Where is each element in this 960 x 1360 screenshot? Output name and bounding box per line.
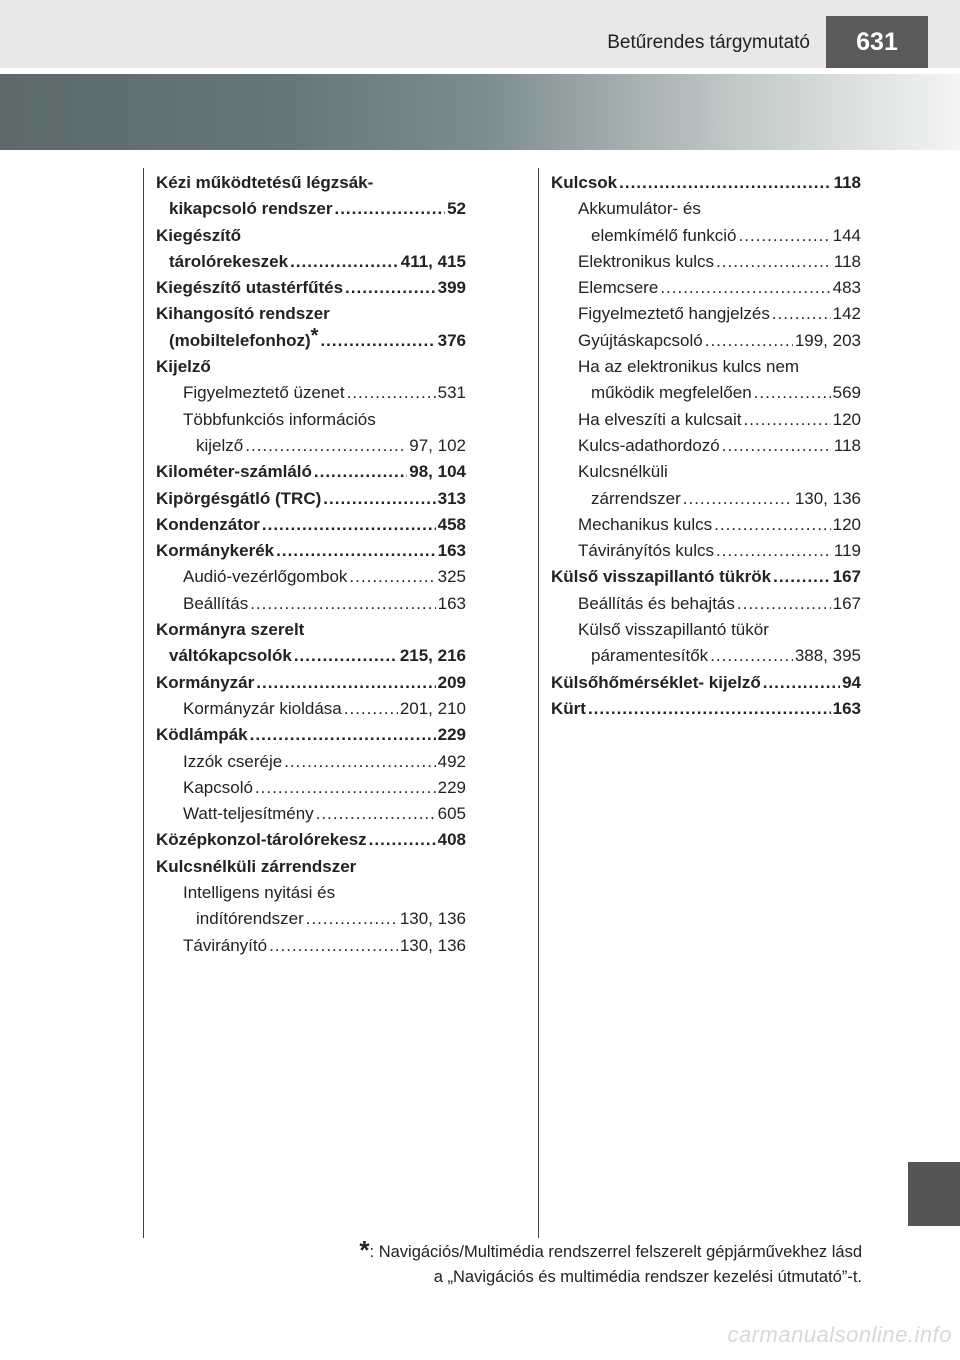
- index-entry-term: [183, 749, 282, 775]
- index-entry: [156, 324, 466, 354]
- index-entry-term: [196, 906, 304, 932]
- index-entry: [156, 275, 466, 301]
- middle-column-rule: [538, 168, 539, 1238]
- index-entry-term: [156, 223, 241, 249]
- index-entry-page: 215, 216: [399, 646, 466, 666]
- index-entry-term-text: Kürt: [551, 698, 586, 718]
- index-entry-term-text: Kulcsnélküli zárrendszer: [156, 856, 357, 876]
- index-entry-term: [551, 670, 761, 696]
- leader-dots: [290, 249, 399, 275]
- thumb-index-tab: [908, 1162, 960, 1226]
- index-entry: [551, 380, 861, 406]
- index-entry: [551, 275, 861, 301]
- index-entry-term: [156, 354, 211, 380]
- leader-dots: [334, 196, 445, 222]
- footnote-line-1: [200, 1235, 862, 1265]
- index-entry-term-text: Kiegészítő utastérfűtés: [156, 278, 344, 298]
- index-entry-page: 605: [437, 804, 466, 824]
- index-entry-page: 130, 136: [399, 909, 466, 929]
- index-entry: [156, 801, 466, 827]
- index-entry-term: [578, 249, 714, 275]
- index-entry-term-text: Mechanikus kulcs: [578, 514, 713, 534]
- index-entry: [156, 459, 466, 485]
- leader-dots: [294, 643, 398, 669]
- leader-dots: [314, 459, 407, 485]
- index-entry-term: [578, 591, 735, 617]
- index-entry: [551, 670, 861, 696]
- index-entry-term: [156, 301, 330, 327]
- index-entry-page: 52: [447, 199, 466, 219]
- index-entry-term: [578, 328, 703, 354]
- index-entry-term-text: kijelző: [196, 435, 244, 455]
- index-entry-page: 408: [437, 830, 466, 850]
- index-entry-term: [156, 170, 373, 196]
- index-entry-term-text: Beállítás és behajtás: [578, 593, 735, 613]
- index-entry: [551, 223, 861, 249]
- index-entry: [551, 538, 861, 564]
- index-entry-term: [169, 196, 332, 222]
- index-entry: [156, 564, 466, 590]
- index-entry-page: 199, 203: [794, 330, 861, 350]
- footnote-mark: *: [359, 1235, 370, 1265]
- index-entry-page: 201, 210: [399, 698, 466, 718]
- index-entry-term-text: Kézi működtetésű légzsák-: [156, 173, 374, 192]
- index-entry-term: [591, 380, 752, 406]
- index-entry-term-text: Kapcsoló: [183, 777, 253, 797]
- leader-dots: [739, 223, 831, 249]
- index-entry-page: 411, 415: [400, 251, 466, 271]
- index-entry-term: [551, 696, 586, 722]
- leader-dots: [737, 591, 831, 617]
- index-entry-page: 483: [832, 278, 861, 298]
- leader-dots: [710, 643, 793, 669]
- index-entry: [551, 196, 861, 222]
- index-entry-term: [183, 880, 335, 906]
- leader-dots: [349, 564, 435, 590]
- index-entry-term-text: Többfunkciós információs: [183, 409, 376, 429]
- index-entry-term-text: Kormányzár kioldása: [183, 698, 342, 718]
- leader-dots: [705, 328, 793, 354]
- index-entry-term-text: Kihangosító rendszer: [156, 304, 330, 324]
- index-entry: [156, 223, 466, 249]
- leader-dots: [245, 433, 407, 459]
- index-entry: [156, 354, 466, 380]
- index-entry-term-text: indítórendszer: [196, 909, 304, 929]
- index-entry-page: 531: [437, 383, 466, 403]
- index-entry-term: [183, 933, 267, 959]
- index-entry-term-text: Audió-vezérlőgombok: [183, 567, 348, 587]
- index-entry-term: [156, 670, 254, 696]
- leader-dots: [716, 249, 832, 275]
- index-entry-page: 209: [437, 672, 466, 692]
- index-entry: [551, 564, 861, 590]
- index-entry-term: [183, 564, 347, 590]
- leader-dots: [255, 775, 436, 801]
- index-entry-term-text: Intelligens nyitási és: [183, 883, 336, 903]
- index-entry-term-text: Kormánykerék: [156, 541, 275, 561]
- index-entry-term-text: működik megfelelően: [591, 383, 752, 403]
- leader-dots: [316, 801, 436, 827]
- index-entry-term-text: Kulcs-adathordozó: [578, 435, 720, 455]
- index-entry-term-text: Kiegészítő: [156, 225, 242, 245]
- index-entry-page: 120: [832, 409, 861, 429]
- index-entry-term-text: Külső visszapillantó tükrök: [551, 567, 772, 587]
- index-entry: [156, 380, 466, 406]
- decorative-gradient-band: [0, 74, 960, 150]
- leader-dots: [347, 380, 436, 406]
- index-entry-term-text: Középkonzol-tárolórekesz: [156, 830, 367, 850]
- index-entry: [551, 617, 861, 643]
- index-entry-term: [156, 512, 260, 538]
- leader-dots: [716, 538, 832, 564]
- index-entry-term-text: tárolórekeszek: [169, 251, 289, 271]
- index-entry: [156, 249, 466, 275]
- index-entry-term: [183, 380, 345, 406]
- leader-dots: [714, 512, 830, 538]
- index-entry-page: 118: [833, 435, 861, 455]
- index-entry: [551, 459, 861, 485]
- leader-dots: [683, 486, 793, 512]
- leader-dots: [773, 564, 831, 590]
- index-entry: [156, 854, 466, 880]
- leader-dots: [269, 933, 398, 959]
- index-entry: [156, 749, 466, 775]
- index-entry-term-text: Elektronikus kulcs: [578, 251, 715, 271]
- index-entry-term-text: váltókapcsolók: [169, 646, 292, 666]
- index-entry: [156, 591, 466, 617]
- index-entry-term: [578, 512, 712, 538]
- index-entry-term: [156, 854, 356, 880]
- leader-dots: [250, 722, 436, 748]
- index-entry-term: [156, 275, 343, 301]
- index-entry-term-text: Kulcsok: [551, 173, 618, 192]
- index-entry-page: 458: [437, 514, 466, 534]
- index-entry-term-text: Távirányítós kulcs: [578, 541, 715, 561]
- index-entry: [156, 486, 466, 512]
- index-column-right: [551, 170, 861, 722]
- index-entry-page: 167: [832, 593, 861, 613]
- index-entry-page: 97, 102: [409, 435, 466, 455]
- index-entry: [551, 643, 861, 669]
- index-entry-term: [156, 486, 321, 512]
- index-entry-term: [156, 538, 274, 564]
- index-entry-term: [578, 433, 720, 459]
- index-entry: [156, 880, 466, 906]
- index-entry-page: 163: [437, 541, 466, 561]
- index-entry-page: 118: [833, 173, 861, 192]
- index-entry-page: 388, 395: [794, 646, 861, 666]
- index-entry-term-text: Elemcsere: [578, 278, 659, 298]
- index-entry-term-text: Kipörgésgátló (TRC): [156, 488, 322, 508]
- leader-dots: [262, 512, 436, 538]
- index-entry-page: 163: [832, 698, 861, 718]
- index-entry-term: [578, 538, 714, 564]
- index-entry-page: 376: [437, 330, 466, 350]
- leader-dots: [323, 486, 435, 512]
- index-entry-term-text: Beállítás: [183, 593, 249, 613]
- index-entry: [551, 328, 861, 354]
- index-entry-term: [591, 486, 681, 512]
- leader-dots: [754, 380, 831, 406]
- index-entry-term: [183, 696, 342, 722]
- index-entry: [156, 906, 466, 932]
- watermark: carmanualsonline.info: [727, 1322, 952, 1347]
- footnote-reference: *: [310, 324, 319, 347]
- index-entry-term-text: páramentesítők: [591, 646, 709, 666]
- index-entry-term-text: elemkímélő funkció: [591, 225, 737, 245]
- index-entry-term: [169, 643, 292, 669]
- index-entry: [156, 643, 466, 669]
- index-entry-page: 118: [833, 251, 861, 271]
- index-entry-term-text: Kormányra szerelt: [156, 620, 305, 640]
- leader-dots: [772, 301, 831, 327]
- footnote-line-2: a „Navigációs és multimédia rendszer kezelési útmutató”-t.: [433, 1268, 862, 1286]
- index-entry-term-text: Külső visszapillantó tükör: [578, 620, 769, 640]
- index-entry-term: [578, 407, 741, 433]
- index-entry-page: 130, 136: [794, 488, 861, 508]
- leader-dots: [763, 670, 840, 696]
- index-entry-term: [578, 301, 770, 327]
- index-entry-term-text: Ha elveszíti a kulcsait: [578, 409, 742, 429]
- index-entry: [156, 696, 466, 722]
- index-entry-page: 142: [832, 304, 861, 324]
- index-entry: [551, 486, 861, 512]
- index-entry: [156, 722, 466, 748]
- index-entry-term-text: Kulcsnélküli: [578, 462, 668, 482]
- index-entry-page: 229: [437, 725, 466, 745]
- index-entry-term-text: Kondenzátor: [156, 514, 260, 534]
- leader-dots: [344, 696, 398, 722]
- index-entry-term: [578, 459, 668, 485]
- index-entry-term: [591, 223, 737, 249]
- index-entry-term-text: Külsőhőmérséklet- kijelző: [551, 672, 761, 692]
- index-entry-term: [578, 275, 658, 301]
- leader-dots: [276, 538, 436, 564]
- index-entry-page: 119: [833, 541, 861, 561]
- leader-dots: [722, 433, 832, 459]
- index-entry-term: [591, 643, 708, 669]
- index-entry-term: [183, 591, 248, 617]
- index-entry: [156, 933, 466, 959]
- index-entry-term-text: kikapcsoló rendszer: [169, 199, 333, 219]
- index-entry: [156, 670, 466, 696]
- index-entry-page: 229: [437, 777, 466, 797]
- index-entry: [156, 512, 466, 538]
- index-entry: [551, 407, 861, 433]
- index-entry: [551, 354, 861, 380]
- index-entry: [551, 249, 861, 275]
- index-entry-term: [551, 564, 771, 590]
- index-entry-term: [183, 801, 314, 827]
- index-entry-page: 120: [832, 514, 861, 534]
- leader-dots: [660, 275, 830, 301]
- index-entry-term: [183, 407, 376, 433]
- index-entry-term: [156, 827, 367, 853]
- leader-dots: [250, 591, 435, 617]
- index-entry: [156, 775, 466, 801]
- index-entry-term: [578, 196, 701, 222]
- section-title: Betűrendes tárgymutató: [607, 32, 810, 53]
- footnote: [200, 1235, 862, 1290]
- index-entry: [156, 433, 466, 459]
- index-entry-term: [578, 354, 799, 380]
- index-entry-term: [578, 617, 769, 643]
- left-column-rule: [143, 168, 144, 1238]
- index-entry-page: 325: [437, 567, 466, 587]
- header-bar: [0, 0, 960, 68]
- index-entry-page: 98, 104: [409, 462, 466, 482]
- index-entry-page: 94: [842, 672, 861, 692]
- index-entry-term: [169, 324, 319, 354]
- leader-dots: [345, 275, 436, 301]
- index-entry: [156, 170, 466, 196]
- footnote-text-1: : Navigációs/Multimédia rendszerrel felszerelt gépjárművekhez lásd: [369, 1243, 862, 1261]
- index-entry-page: 167: [832, 567, 861, 587]
- index-entry-term: [156, 722, 248, 748]
- index-entry-page: 130, 136: [399, 935, 466, 955]
- index-column-left: [156, 170, 466, 959]
- index-entry-page: 492: [437, 751, 466, 771]
- index-entry-page: 163: [437, 593, 466, 613]
- index-entry-term: [196, 433, 243, 459]
- index-entry-term-text: Kormányzár: [156, 672, 255, 692]
- index-entry: [551, 301, 861, 327]
- index-entry-term-text: zárrendszer: [591, 488, 681, 508]
- index-entry: [551, 170, 861, 196]
- index-entry-term-text: Kijelző: [156, 357, 211, 377]
- index-entry-page: 144: [832, 225, 861, 245]
- index-entry-page: 313: [437, 488, 466, 508]
- index-entry: [156, 407, 466, 433]
- index-entry-term-text: Kilométer-számláló: [156, 462, 312, 482]
- page-number: 631: [856, 28, 898, 56]
- index-entry-term-text: Izzók cseréje: [183, 751, 283, 771]
- index-entry-term-text: Akkumulátor- és: [578, 199, 701, 219]
- index-entry-term-text: Ködlámpák: [156, 725, 248, 745]
- index-entry-term-text: Távirányító: [183, 935, 268, 955]
- index-entry-term-text: Gyújtáskapcsoló: [578, 330, 703, 350]
- leader-dots: [256, 670, 435, 696]
- leader-dots: [588, 696, 831, 722]
- leader-dots: [284, 749, 435, 775]
- leader-dots: [369, 827, 436, 853]
- index-entry: [156, 196, 466, 222]
- leader-dots: [743, 407, 830, 433]
- index-entry: [551, 512, 861, 538]
- index-entry-page: 569: [832, 383, 861, 403]
- leader-dots: [306, 906, 398, 932]
- index-entry-page: 399: [437, 278, 466, 298]
- index-entry-term: [183, 775, 253, 801]
- index-entry-term: [169, 249, 288, 275]
- index-entry: [156, 827, 466, 853]
- leader-dots: [320, 328, 435, 354]
- index-entry: [551, 433, 861, 459]
- index-entry: [156, 538, 466, 564]
- index-entry: [551, 696, 861, 722]
- index-entry-term: [156, 617, 304, 643]
- index-entry: [156, 617, 466, 643]
- index-entry-term: [156, 459, 312, 485]
- index-entry-term: [551, 170, 617, 196]
- index-entry: [551, 591, 861, 617]
- leader-dots: [619, 170, 831, 196]
- index-entry-term-text: (mobiltelefonhoz): [169, 330, 311, 350]
- index-entry-term-text: Watt-teljesítmény: [183, 804, 314, 824]
- index-entry-term-text: Figyelmeztető hangjelzés: [578, 304, 770, 324]
- index-entry-term-text: Figyelmeztető üzenet: [183, 383, 345, 403]
- index-entry-term-text: Ha az elektronikus kulcs nem: [578, 357, 800, 377]
